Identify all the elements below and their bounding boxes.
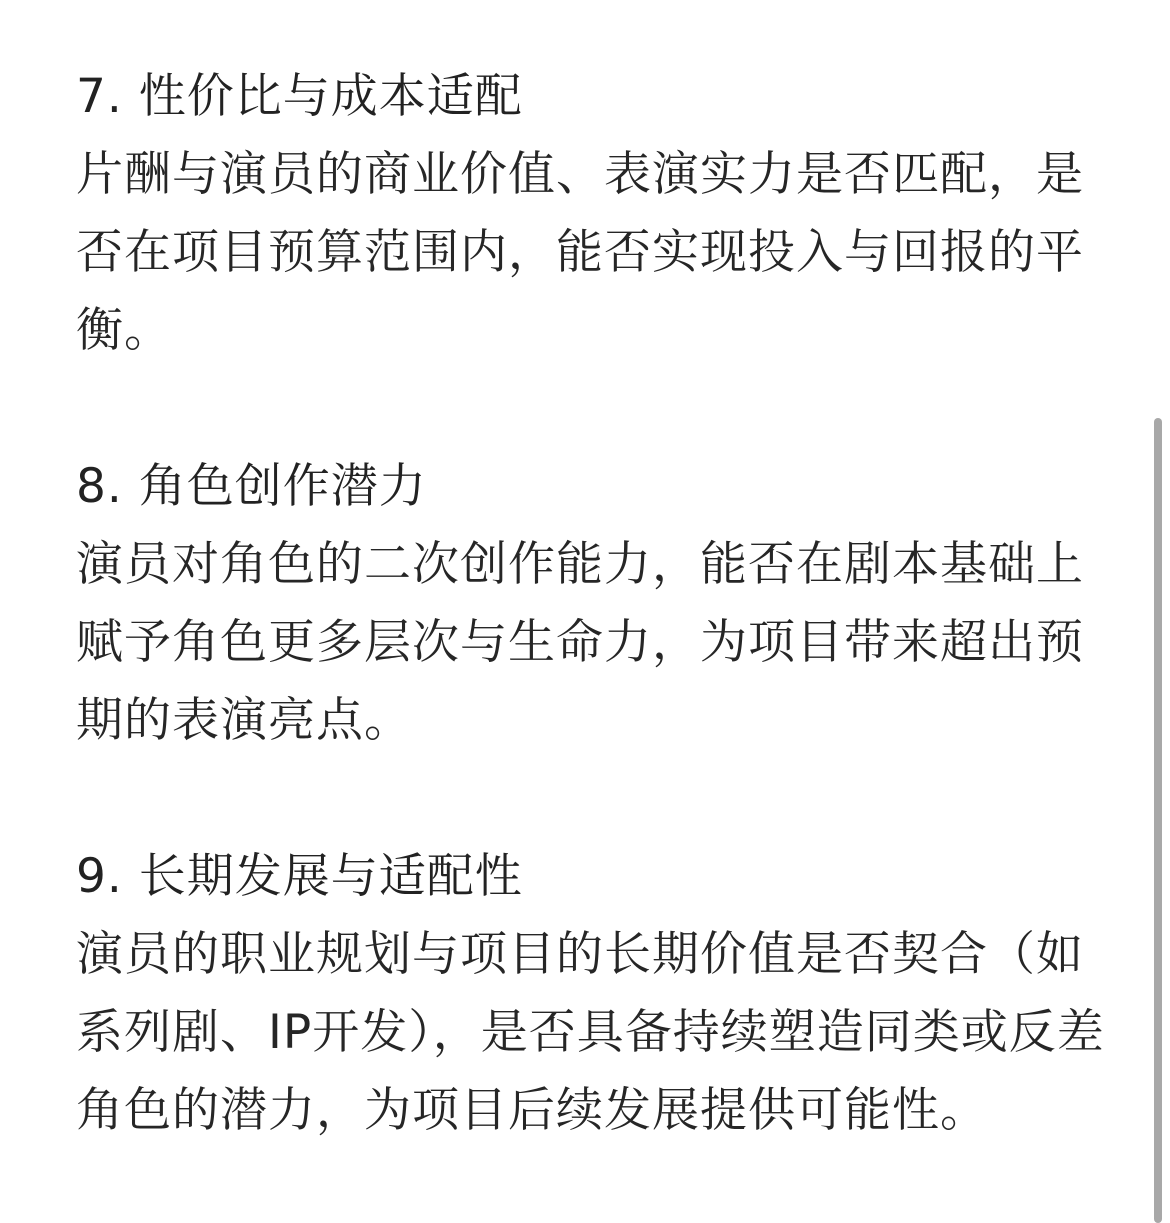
section-body: 演员对角色的二次创作能力，能否在剧本基础上赋予角色更多层次与生命力，为项目带来超出预期的表演亮点。 [76, 537, 1084, 748]
section-heading: 9. 长期发展与适配性 [76, 849, 523, 904]
criterion-section [76, 58, 1106, 370]
criterion-section [76, 448, 1106, 760]
article-content [76, 58, 1106, 1150]
criterion-section [76, 838, 1106, 1150]
section-body: 片酬与演员的商业价值、表演实力是否匹配，是否在项目预算范围内，能否实现投入与回报的平衡。 [76, 147, 1084, 358]
section-heading: 8. 角色创作潜力 [76, 459, 427, 514]
vertical-scrollbar[interactable] [1154, 418, 1162, 1223]
section-heading: 7. 性价比与成本适配 [76, 69, 523, 124]
section-body: 演员的职业规划与项目的长期价值是否契合（如系列剧、IP开发），是否具备持续塑造同类或反差角色的潜力，为项目后续发展提供可能性。 [76, 927, 1105, 1138]
